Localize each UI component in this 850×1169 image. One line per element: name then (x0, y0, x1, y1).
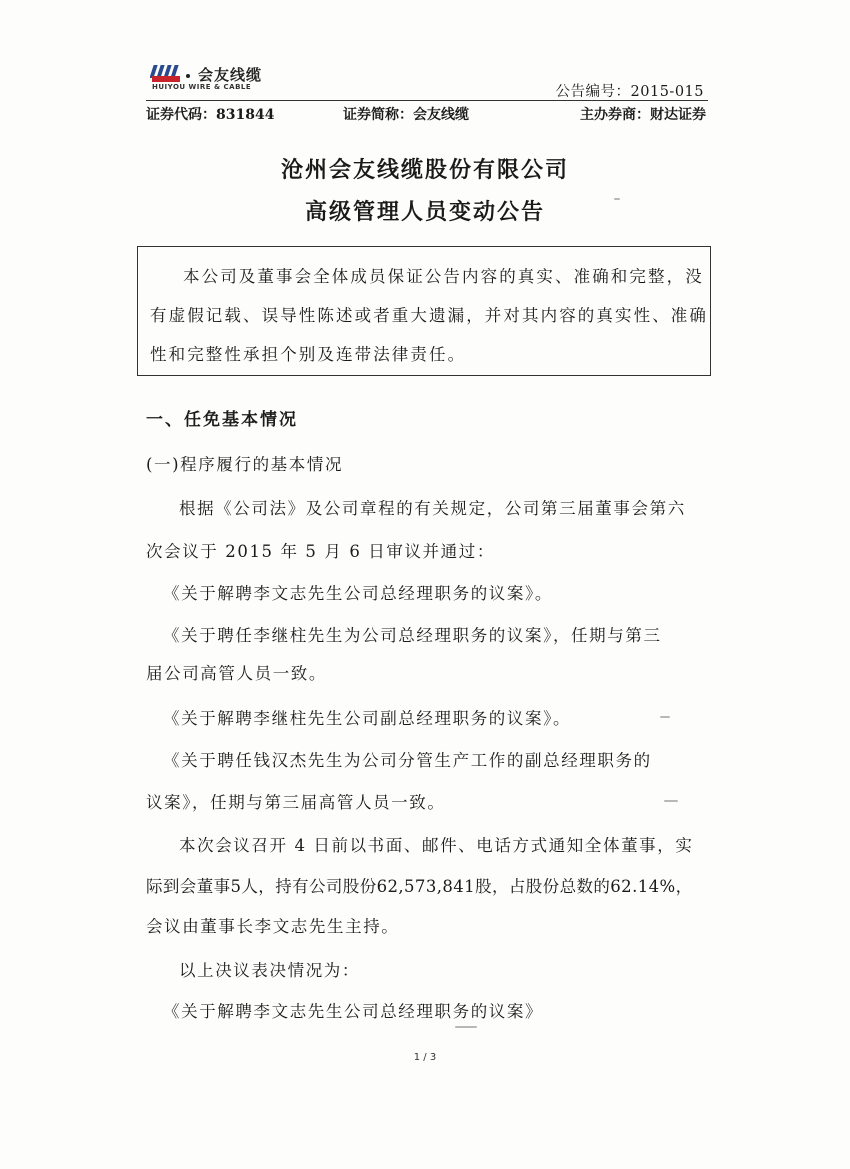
statement-line: 本公司及董事会全体成员保证公告内容的真实、准确和完整，没 (183, 267, 704, 286)
statement-line: 有虚假记载、误导性陈述或者重大遗漏，并对其内容的真实性、准确 (150, 306, 708, 325)
scan-speck (664, 800, 678, 802)
page-number: 1 / 3 (413, 1052, 437, 1063)
scan-speck (455, 1026, 477, 1028)
body-line: 《关于聘任李继柱先生为公司总经理职务的议案》，任期与第三 (163, 626, 662, 645)
logo-text-cn: 会友线缆 (198, 66, 263, 84)
lead-broker: 主办券商：财达证券 (580, 107, 706, 123)
section-heading: 一、任免基本情况 (146, 410, 298, 430)
cable-logo-icon (150, 64, 194, 84)
board-statement-box (137, 246, 711, 376)
body-line: 《关于解聘李继柱先生公司副总经理职务的议案》。 (163, 709, 572, 728)
scan-speck (660, 716, 670, 718)
announcement-number: 公告编号：2015-015 (555, 84, 704, 100)
body-line: 《关于解聘李文志先生公司总经理职务的议案》。 (163, 584, 553, 603)
body-line: 议案》，任期与第三届高管人员一致。 (146, 793, 446, 812)
scan-speck (614, 198, 620, 200)
body-line: 以上决议表决情况为： (179, 961, 360, 980)
body-line: 会议由董事长李文志先生主持。 (146, 917, 400, 936)
security-info-row (146, 104, 706, 126)
subsection-heading: (一)程序履行的基本情况 (146, 455, 344, 474)
logo-text-en: HUIYOU WIRE & CABLE (152, 83, 252, 91)
company-logo (150, 62, 310, 94)
statement-paragraph (150, 257, 708, 374)
announcement-subject: 高级管理人员变动公告 (304, 200, 545, 225)
body-line: 本次会议召开 4 日前以书面、邮件、电话方式通知全体董事，实 (179, 836, 694, 855)
body-line: 届公司高管人员一致。 (146, 664, 327, 683)
body-line: 《关于解聘李文志先生公司总经理职务的议案》 (163, 1002, 544, 1021)
body-line: 际到会董事5人，持有公司股份62,573,841股，占股份总数的62.14%， (146, 877, 693, 896)
body-line: 根据《公司法》及公司章程的有关规定，公司第三届董事会第六 (179, 499, 686, 518)
body-line: 次会议于 2015 年 5 月 6 日审议并通过： (146, 542, 495, 561)
header-divider (146, 100, 708, 101)
security-abbreviation: 证券简称：会友线缆 (343, 107, 469, 123)
body-line: 《关于聘任钱汉杰先生为公司分管生产工作的副总经理职务的 (163, 751, 652, 770)
statement-line: 性和完整性承担个别及连带法律责任。 (150, 345, 467, 364)
security-code: 证券代码：831844 (146, 107, 275, 123)
company-title: 沧州会友线缆股份有限公司 (280, 158, 569, 183)
